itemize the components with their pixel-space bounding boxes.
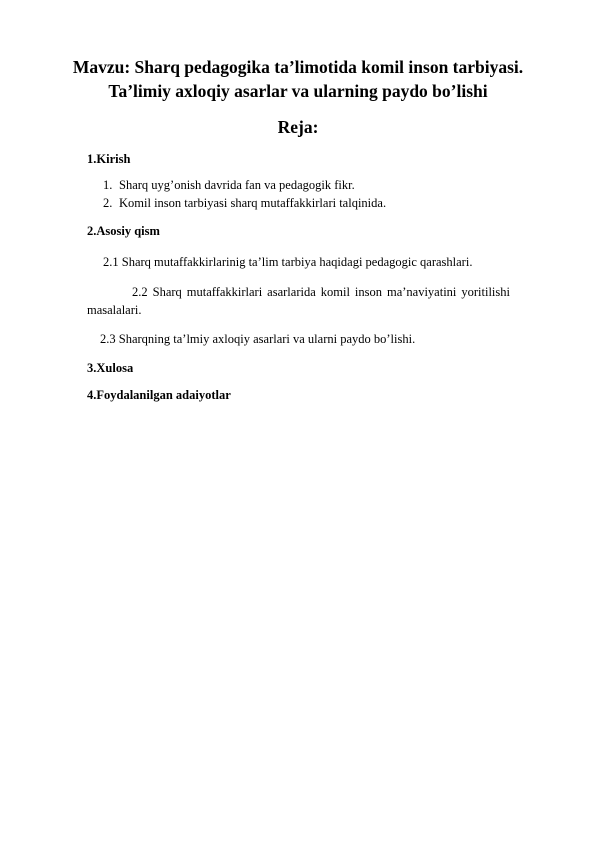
plan-heading: Reja: <box>277 117 319 137</box>
sub-item-2-1: 2.1 Sharq mutaffakkirlarinig ta’lim tarbiya haqidagi pedagogic qarashlari. <box>103 255 473 269</box>
title-line-2: Ta’limiy axloqiy asarlar va ularning paydo bo’lishi <box>108 81 488 101</box>
section-xulosa: 3.Xulosa <box>87 361 134 375</box>
section-foydalanilgan-adabiyotlar: 4.Foydalanilgan adaiyotlar <box>87 388 231 402</box>
list-item-text: Sharq uyg’onish davrida fan va pedagogik fikr. <box>119 178 355 192</box>
sub-item-2-2-line1: 2.2 Sharq mutaffakkirlari asarlarida komil inson ma’naviyatini yoritilishi <box>132 285 510 299</box>
section-kirish: 1.Kirish <box>87 152 131 166</box>
list-item <box>103 195 386 211</box>
list-item-number: 1. <box>103 178 113 192</box>
list-item-number: 2. <box>103 196 113 210</box>
sub-item-2-2-line2: masalalari. <box>87 303 142 317</box>
title-line-1: Mavzu: Sharq pedagogika ta’limotida komil inson tarbiyasi. <box>72 57 524 77</box>
list-item-text: Komil inson tarbiyasi sharq mutaffakkirlari talqinida. <box>119 196 387 210</box>
list-item <box>103 177 355 193</box>
sub-item-2-3: 2.3 Sharqning ta’lmiy axloqiy asarlari va ularni paydo bo’lishi. <box>100 332 416 346</box>
section-asosiy-qism: 2.Asosiy qism <box>87 224 160 238</box>
